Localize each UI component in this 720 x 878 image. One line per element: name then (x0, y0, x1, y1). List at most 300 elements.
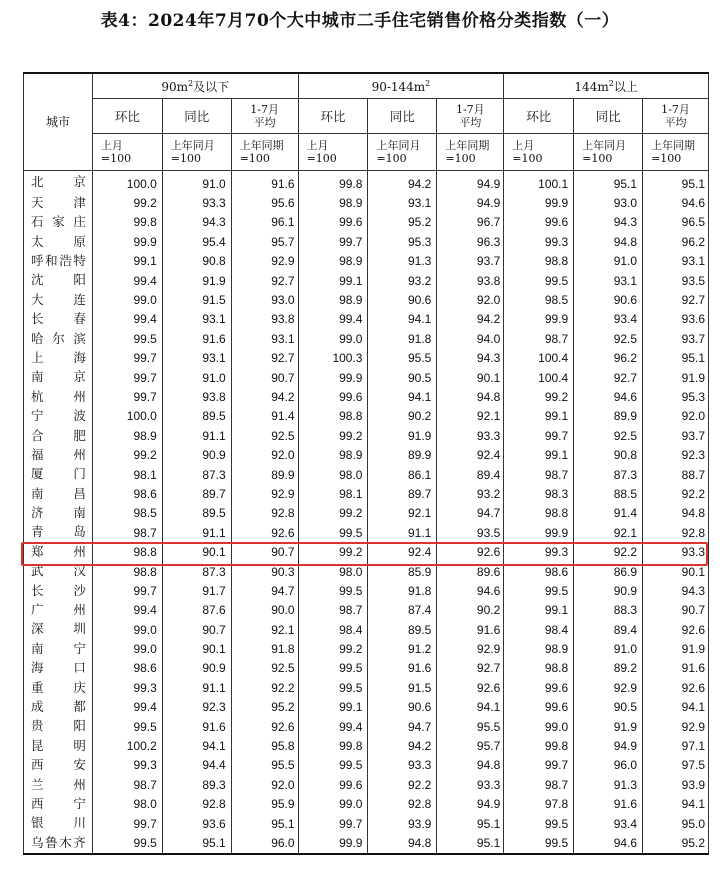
index-value: 91.9 (368, 426, 437, 445)
city-name: 深圳 (24, 620, 93, 639)
index-value: 99.5 (298, 523, 368, 542)
index-value: 92.0 (643, 407, 709, 426)
base-value: =100 (376, 152, 407, 165)
index-value: 98.8 (504, 659, 574, 678)
index-value: 96.2 (643, 232, 709, 251)
index-value: 94.6 (437, 581, 504, 600)
subcol-header (231, 99, 298, 134)
index-value: 90.7 (162, 620, 231, 639)
index-value: 85.9 (368, 562, 437, 581)
index-value: 99.8 (298, 171, 368, 194)
index-value: 92.6 (231, 717, 298, 736)
index-value: 91.2 (368, 639, 437, 658)
subcol-label-line2: 平均 (459, 116, 482, 129)
index-value: 87.3 (162, 465, 231, 484)
base-label: 上月 (512, 139, 535, 152)
index-value: 92.2 (574, 542, 643, 561)
subcol-label: 1-7月 (661, 103, 690, 116)
index-value: 100.1 (504, 171, 574, 194)
index-value: 94.8 (643, 504, 709, 523)
index-value: 98.5 (92, 504, 162, 523)
index-value: 93.3 (437, 426, 504, 445)
index-value: 92.1 (574, 523, 643, 542)
index-value: 91.6 (162, 717, 231, 736)
index-value: 92.9 (231, 252, 298, 271)
table-row (24, 523, 709, 542)
index-value: 91.5 (368, 678, 437, 697)
city-column-header: 城市 (24, 73, 93, 171)
index-value: 94.2 (231, 387, 298, 406)
table-header (24, 73, 709, 171)
index-value: 96.5 (643, 213, 709, 232)
table-row (24, 717, 709, 736)
index-value: 90.7 (643, 601, 709, 620)
index-value: 98.0 (298, 465, 368, 484)
index-value: 94.2 (368, 736, 437, 755)
city-name: 福州 (24, 445, 93, 464)
index-value: 91.0 (162, 171, 231, 194)
table-row (24, 620, 709, 639)
index-value: 87.3 (162, 562, 231, 581)
index-value: 100.0 (92, 171, 162, 194)
index-value: 91.1 (162, 426, 231, 445)
index-value: 95.7 (231, 232, 298, 251)
index-value: 98.6 (504, 562, 574, 581)
table-row (24, 310, 709, 329)
index-value: 94.8 (437, 387, 504, 406)
index-value: 92.6 (643, 678, 709, 697)
index-value: 98.5 (504, 290, 574, 309)
table-row (24, 833, 709, 854)
index-value: 89.9 (231, 465, 298, 484)
index-value: 93.3 (643, 542, 709, 561)
index-value: 92.4 (437, 445, 504, 464)
subcol-label: 同比 (595, 108, 621, 124)
index-value: 98.9 (298, 193, 368, 212)
index-value: 95.0 (643, 814, 709, 833)
index-value: 91.9 (574, 717, 643, 736)
index-value: 95.7 (437, 736, 504, 755)
index-value: 89.4 (437, 465, 504, 484)
base-value: =100 (239, 152, 270, 165)
index-value: 90.0 (231, 601, 298, 620)
index-value: 99.2 (298, 542, 368, 561)
index-value: 93.8 (437, 271, 504, 290)
index-value: 96.2 (574, 349, 643, 368)
index-value: 89.3 (162, 775, 231, 794)
index-value: 87.6 (162, 601, 231, 620)
header-row-groups (24, 73, 709, 99)
index-value: 94.1 (162, 736, 231, 755)
index-value: 99.2 (92, 445, 162, 464)
city-name: 石家庄 (24, 213, 93, 232)
index-value: 91.1 (162, 678, 231, 697)
index-value: 92.0 (437, 290, 504, 309)
index-value: 95.2 (231, 698, 298, 717)
index-value: 99.7 (298, 814, 368, 833)
index-value: 92.9 (437, 639, 504, 658)
index-value: 91.4 (574, 504, 643, 523)
index-value: 92.2 (231, 678, 298, 697)
subcol-label-line2: 平均 (253, 116, 276, 129)
index-value: 92.7 (574, 368, 643, 387)
subcol-header (437, 99, 504, 134)
city-name: 哈尔滨 (24, 329, 93, 348)
table-row (24, 368, 709, 387)
city-name: 乌鲁木齐 (24, 833, 93, 854)
index-value: 93.8 (162, 387, 231, 406)
index-value: 91.9 (162, 271, 231, 290)
table-row (24, 213, 709, 232)
index-value: 94.1 (368, 310, 437, 329)
index-value: 90.7 (231, 368, 298, 387)
index-value: 92.7 (231, 349, 298, 368)
index-value: 93.1 (368, 193, 437, 212)
index-value: 99.8 (504, 736, 574, 755)
index-value: 99.9 (504, 523, 574, 542)
city-name: 大连 (24, 290, 93, 309)
index-value: 95.6 (231, 193, 298, 212)
index-value: 99.5 (92, 717, 162, 736)
index-value: 93.1 (643, 252, 709, 271)
city-name: 海口 (24, 659, 93, 678)
index-value: 99.0 (92, 290, 162, 309)
index-value: 94.8 (574, 232, 643, 251)
index-value: 98.7 (298, 601, 368, 620)
index-value: 99.5 (504, 814, 574, 833)
city-name: 兰州 (24, 775, 93, 794)
index-value: 94.9 (574, 736, 643, 755)
index-value: 92.6 (437, 678, 504, 697)
index-value: 99.5 (298, 756, 368, 775)
index-value: 98.3 (504, 484, 574, 503)
index-value: 100.4 (504, 349, 574, 368)
index-value: 98.4 (504, 620, 574, 639)
index-value: 99.0 (92, 639, 162, 658)
city-name: 济南 (24, 504, 93, 523)
index-value: 95.4 (162, 232, 231, 251)
index-value: 92.8 (231, 504, 298, 523)
subcol-label: 环比 (320, 108, 346, 124)
index-value: 99.2 (504, 387, 574, 406)
index-value: 91.9 (643, 639, 709, 658)
index-value: 92.6 (643, 620, 709, 639)
base-header (298, 134, 368, 171)
index-value: 99.0 (92, 620, 162, 639)
index-value: 92.6 (231, 523, 298, 542)
city-name: 重庆 (24, 678, 93, 697)
index-value: 93.9 (643, 775, 709, 794)
index-value: 98.9 (298, 445, 368, 464)
index-value: 90.7 (231, 542, 298, 561)
table-row (24, 698, 709, 717)
index-value: 99.8 (92, 213, 162, 232)
index-value: 93.3 (368, 756, 437, 775)
city-name: 太原 (24, 232, 93, 251)
index-value: 95.1 (643, 171, 709, 194)
group-label: 90m (161, 79, 188, 94)
index-value: 99.9 (504, 310, 574, 329)
index-value: 91.8 (368, 329, 437, 348)
table-row (24, 232, 709, 251)
city-name: 南宁 (24, 639, 93, 658)
index-value: 98.1 (298, 484, 368, 503)
table-body (24, 171, 709, 855)
subcol-header (504, 99, 574, 134)
base-value: =100 (100, 152, 132, 165)
index-value: 90.3 (231, 562, 298, 581)
index-value: 95.1 (231, 814, 298, 833)
index-value: 92.7 (231, 271, 298, 290)
index-value: 93.4 (574, 310, 643, 329)
index-value: 93.2 (437, 484, 504, 503)
index-value: 95.5 (437, 717, 504, 736)
index-value: 99.2 (298, 426, 368, 445)
index-value: 99.7 (298, 232, 368, 251)
index-value: 91.6 (574, 795, 643, 814)
base-value: =100 (445, 152, 476, 165)
index-value: 93.1 (231, 329, 298, 348)
index-value: 90.9 (162, 445, 231, 464)
table-row (24, 659, 709, 678)
index-value: 98.1 (92, 465, 162, 484)
index-value: 94.6 (574, 833, 643, 854)
index-value: 94.7 (231, 581, 298, 600)
index-value: 91.3 (368, 252, 437, 271)
table-row (24, 271, 709, 290)
table-row (24, 171, 709, 194)
table-row (24, 426, 709, 445)
table-row (24, 678, 709, 697)
base-value: =100 (582, 152, 613, 165)
index-value: 99.0 (298, 329, 368, 348)
group-header (504, 73, 709, 99)
index-value: 98.8 (504, 252, 574, 271)
table-row (24, 795, 709, 814)
base-header (643, 134, 709, 171)
index-value: 97.8 (504, 795, 574, 814)
city-name: 南昌 (24, 484, 93, 503)
index-value: 99.1 (92, 252, 162, 271)
table-row (24, 407, 709, 426)
index-value: 93.6 (643, 310, 709, 329)
index-value: 93.2 (368, 271, 437, 290)
city-name: 呼和浩特 (24, 252, 93, 271)
index-value: 93.8 (231, 310, 298, 329)
group-label-superscript: 2 (608, 78, 614, 88)
index-value: 92.6 (437, 542, 504, 561)
index-value: 91.0 (162, 368, 231, 387)
table-row (24, 736, 709, 755)
index-value: 99.4 (92, 271, 162, 290)
index-value: 99.3 (92, 678, 162, 697)
index-value: 98.8 (298, 407, 368, 426)
index-value: 91.6 (162, 329, 231, 348)
index-value: 98.4 (298, 620, 368, 639)
base-header (231, 134, 298, 171)
city-name: 西安 (24, 756, 93, 775)
index-value: 94.2 (368, 171, 437, 194)
index-value: 99.6 (504, 213, 574, 232)
city-name: 上海 (24, 349, 93, 368)
index-value: 99.4 (298, 717, 368, 736)
base-value: =100 (512, 152, 543, 165)
index-value: 99.5 (504, 833, 574, 854)
index-value: 99.7 (504, 426, 574, 445)
index-value: 87.4 (368, 601, 437, 620)
index-value: 99.4 (92, 601, 162, 620)
table-row (24, 562, 709, 581)
index-value: 94.3 (437, 349, 504, 368)
index-value: 92.4 (368, 542, 437, 561)
index-value: 88.3 (574, 601, 643, 620)
index-value: 89.7 (368, 484, 437, 503)
index-value: 94.6 (643, 193, 709, 212)
index-value: 98.6 (92, 484, 162, 503)
index-value: 91.6 (437, 620, 504, 639)
base-label: 上月 (100, 139, 123, 152)
index-value: 92.0 (231, 775, 298, 794)
index-value: 92.3 (162, 698, 231, 717)
base-label: 上年同期 (651, 139, 696, 152)
city-name: 西宁 (24, 795, 93, 814)
index-value: 93.9 (368, 814, 437, 833)
index-value: 90.2 (368, 407, 437, 426)
index-value: 88.5 (574, 484, 643, 503)
table-title: 表4：2024年7月70个大中城市二手住宅销售价格分类指数（一） (100, 11, 620, 31)
index-value: 94.7 (368, 717, 437, 736)
header-row-bases (24, 134, 709, 171)
index-value: 99.5 (504, 581, 574, 600)
index-value: 99.5 (92, 329, 162, 348)
table-row (24, 445, 709, 464)
index-value: 94.0 (437, 329, 504, 348)
table-row (24, 639, 709, 658)
index-value: 91.7 (162, 581, 231, 600)
group-label-suffix: 及以下 (193, 79, 230, 94)
index-value: 93.5 (437, 523, 504, 542)
index-value: 98.0 (92, 795, 162, 814)
city-name: 长春 (24, 310, 93, 329)
index-value: 94.1 (643, 795, 709, 814)
city-name: 广州 (24, 601, 93, 620)
index-value: 93.7 (643, 329, 709, 348)
index-value: 97.1 (643, 736, 709, 755)
index-value: 92.1 (437, 407, 504, 426)
index-value: 92.7 (437, 659, 504, 678)
index-value: 90.9 (162, 659, 231, 678)
city-name: 宁波 (24, 407, 93, 426)
index-value: 93.1 (574, 271, 643, 290)
index-value: 90.1 (162, 542, 231, 561)
index-value: 98.9 (298, 252, 368, 271)
index-value: 98.6 (92, 659, 162, 678)
index-value: 98.8 (92, 542, 162, 561)
index-value: 91.5 (162, 290, 231, 309)
index-value: 90.6 (574, 290, 643, 309)
index-value: 99.7 (92, 581, 162, 600)
index-value: 95.5 (231, 756, 298, 775)
index-value: 95.2 (368, 213, 437, 232)
index-value: 95.5 (368, 349, 437, 368)
city-name: 银川 (24, 814, 93, 833)
index-value: 94.7 (437, 504, 504, 523)
index-value: 98.7 (92, 775, 162, 794)
index-value: 93.5 (643, 271, 709, 290)
index-value: 98.8 (92, 562, 162, 581)
index-value: 93.1 (162, 349, 231, 368)
index-value: 93.3 (437, 775, 504, 794)
index-value: 91.0 (574, 639, 643, 658)
price-index-table (23, 72, 709, 855)
table-row (24, 542, 709, 561)
index-value: 96.0 (231, 833, 298, 854)
index-value: 86.9 (574, 562, 643, 581)
index-value: 94.1 (437, 698, 504, 717)
city-name: 青岛 (24, 523, 93, 542)
city-name: 厦门 (24, 465, 93, 484)
table-row (24, 252, 709, 271)
index-value: 99.2 (298, 504, 368, 523)
index-value: 92.7 (643, 290, 709, 309)
index-value: 100.3 (298, 349, 368, 368)
header-row-subcols (24, 99, 709, 134)
table-row (24, 193, 709, 212)
index-value: 98.9 (298, 290, 368, 309)
city-name: 贵阳 (24, 717, 93, 736)
index-value: 94.9 (437, 171, 504, 194)
index-value: 99.7 (92, 387, 162, 406)
index-value: 98.7 (504, 329, 574, 348)
index-value: 99.2 (298, 639, 368, 658)
index-value: 95.2 (643, 833, 709, 854)
index-value: 93.0 (574, 193, 643, 212)
index-value: 98.7 (504, 465, 574, 484)
subcol-header (92, 99, 162, 134)
index-value: 95.1 (574, 171, 643, 194)
index-value: 91.0 (574, 252, 643, 271)
city-name: 沈阳 (24, 271, 93, 290)
index-value: 92.9 (643, 717, 709, 736)
index-value: 100.0 (92, 407, 162, 426)
index-value: 94.8 (368, 833, 437, 854)
index-value: 89.4 (574, 620, 643, 639)
index-value: 92.8 (643, 523, 709, 542)
index-value: 99.0 (298, 795, 368, 814)
city-name: 天津 (24, 193, 93, 212)
table-row (24, 349, 709, 368)
index-value: 100.4 (504, 368, 574, 387)
index-value: 99.9 (504, 193, 574, 212)
table-row (24, 329, 709, 348)
group-label: 90-144m (371, 79, 426, 94)
base-value: =100 (651, 152, 682, 165)
subcol-label: 同比 (184, 108, 210, 124)
group-label: 144m (574, 79, 609, 94)
subcol-header (574, 99, 643, 134)
index-value: 98.8 (504, 504, 574, 523)
city-name: 长沙 (24, 581, 93, 600)
index-value: 94.3 (643, 581, 709, 600)
group-header (92, 73, 298, 99)
index-value: 91.3 (574, 775, 643, 794)
index-value: 90.1 (437, 368, 504, 387)
index-value: 92.2 (643, 484, 709, 503)
index-value: 99.7 (92, 368, 162, 387)
index-value: 99.5 (298, 659, 368, 678)
index-value: 99.7 (92, 814, 162, 833)
city-name: 成都 (24, 698, 93, 717)
